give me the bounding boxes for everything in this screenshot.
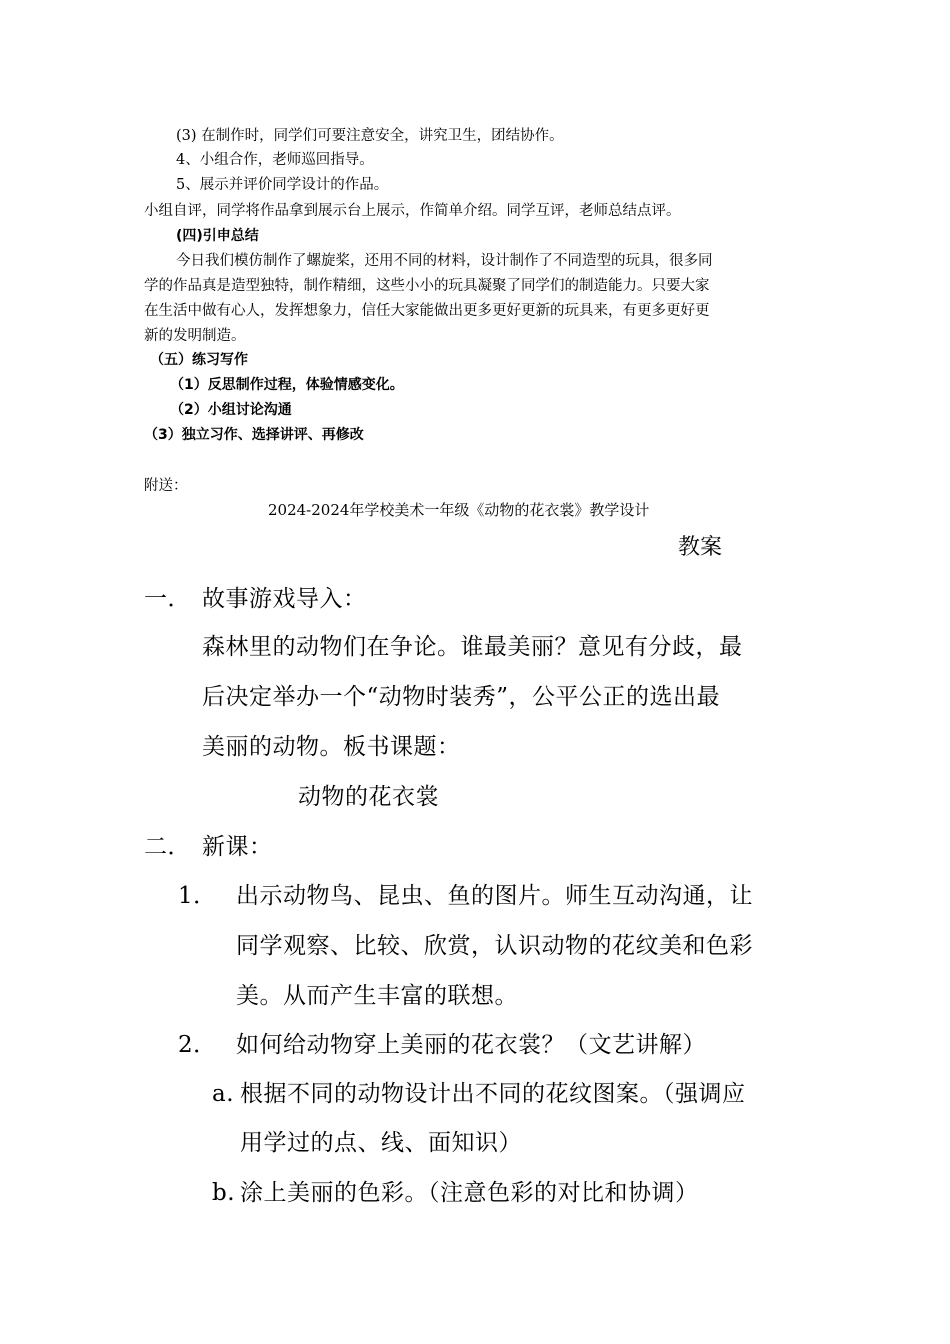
- writing-item-3: （3）独立习作、选择讲评、再修改: [144, 427, 364, 443]
- item-1-line-1: 出示动物鸟、昆虫、鱼的图片。师生互动沟通，让: [236, 883, 753, 909]
- sub-item-a-line-1: 根据不同的动物设计出不同的花纹图案。（强调应: [240, 1081, 746, 1107]
- section-1-line-3: 美丽的动物。板书课题：: [202, 734, 461, 760]
- heading-writing: （五）练习写作: [150, 352, 248, 368]
- section-2-number: 二．: [144, 834, 191, 860]
- item-1-number: 1．: [178, 883, 217, 909]
- heading-summary: (四)引申总结: [176, 228, 259, 244]
- step-4-group: 4、小组合作，老师巡回指导。: [176, 152, 374, 168]
- item-1-line-3: 美。从而产生丰富的联想。: [236, 983, 518, 1009]
- lesson-topic: 动物的花衣裳: [298, 784, 439, 810]
- writing-item-2: （2）小组讨论沟通: [170, 402, 292, 418]
- step-3-safety: (3) 在制作时，同学们可要注意安全，讲究卫生，团结协作。: [176, 128, 564, 144]
- section-1-number: 一．: [144, 586, 191, 612]
- step-5-show: 5、展示并评价同学设计的作品。: [176, 177, 389, 193]
- item-2-number: 2．: [178, 1032, 217, 1058]
- summary-line-4: 新的发明制造。: [144, 328, 246, 344]
- section-1-line-1: 森林里的动物们在争论。谁最美丽？意见有分歧，最: [202, 634, 743, 660]
- appendix-label: 附送：: [144, 478, 188, 494]
- summary-line-2: 学的作品真是造型独特，制作精细，这些小小的玩具凝聚了同学们的制造能力。只要大家: [144, 278, 710, 294]
- sub-item-a-marker: a.: [212, 1081, 235, 1107]
- lesson-plan-label: 教案: [678, 535, 723, 560]
- sub-item-a-line-2: 用学过的点、线、面知识）: [240, 1130, 522, 1156]
- section-1-title: 故事游戏导入：: [202, 586, 367, 612]
- item-2-line-1: 如何给动物穿上美丽的花衣裳？（文艺讲解）: [236, 1032, 706, 1058]
- section-2-title: 新课：: [202, 834, 273, 860]
- section-1-line-2: 后决定举办一个“动物时装秀”，公平公正的选出最: [202, 684, 721, 710]
- sub-item-b-marker: b.: [212, 1180, 236, 1206]
- item-1-line-2: 同学观察、比较、欣赏，认识动物的花纹美和色彩: [236, 933, 753, 959]
- evaluation-line: 小组自评，同学将作品拿到展示台上展示，作简单介绍。同学互评，老师总结点评。: [144, 203, 681, 219]
- writing-item-1: （1）反思制作过程，体验情感变化。: [170, 377, 404, 393]
- summary-line-1: 今日我们模仿制作了螺旋桨，还用不同的材料，设计制作了不同造型的玩具，很多同: [176, 253, 713, 269]
- summary-line-3: 在生活中做有心人，发挥想象力，信任大家能做出更多更好更新的玩具来，有更多更好更: [144, 303, 710, 319]
- sub-item-b-line-1: 涂上美丽的色彩。（注意色彩的对比和协调）: [240, 1180, 699, 1206]
- document-title: 2024-2024年学校美术一年级《动物的花衣裳》教学设计: [268, 501, 650, 519]
